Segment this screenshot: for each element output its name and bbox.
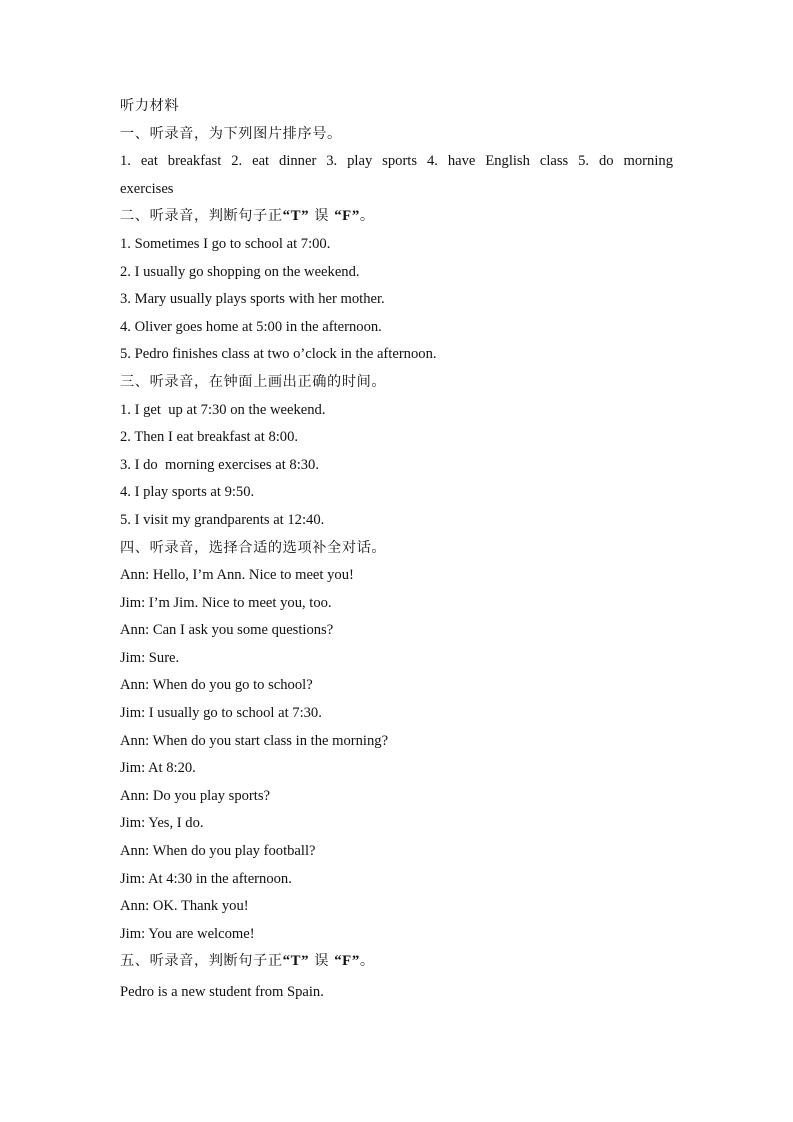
true-marker: “T” [282, 208, 310, 225]
section-5-line: Pedro is a new student from Spain. [120, 984, 324, 1000]
section-4-heading: 四、听录音，选择合适的选项补全对话。 [120, 539, 387, 556]
section-3-line: 3. I do morning exercises at 8:30. [120, 456, 319, 473]
heading-text: 二、听录音，判断句子正 [120, 208, 283, 225]
dialogue-line: Jim: I’m Jim. Nice to meet you, too. [120, 594, 332, 611]
dialogue-line: Jim: Sure. [120, 649, 180, 666]
heading-text: 。 [359, 953, 375, 970]
section-5-heading [120, 948, 673, 976]
section-2-heading [120, 203, 673, 231]
dialogue-line: Jim: You are welcome! [120, 925, 255, 942]
true-marker: “T” [282, 953, 310, 970]
heading-text: 误 [314, 208, 330, 225]
dialogue-line: Ann: Do you play sports? [120, 787, 270, 804]
false-marker: “F” [334, 208, 360, 225]
dialogue-line: Jim: I usually go to school at 7:30. [120, 705, 322, 722]
section-3-line: 5. I visit my grandparents at 12:40. [120, 511, 325, 528]
section-3-line: 1. I get up at 7:30 on the weekend. [120, 401, 326, 418]
dialogue-line: Ann: When do you play football? [120, 843, 316, 860]
dialogue-line: Jim: At 8:20. [120, 760, 196, 777]
dialogue-line: Jim: Yes, I do. [120, 815, 204, 832]
document-title: 听力材料 [120, 98, 180, 114]
section-3-line: 2. Then I eat breakfast at 8:00. [120, 429, 299, 446]
dialogue-line: Ann: When do you go to school? [120, 677, 313, 694]
section-3-heading: 三、听录音，在钟面上画出正确的时间。 [120, 373, 387, 390]
dialogue-line: Ann: OK. Thank you! [120, 898, 249, 915]
section-2-line: 1. Sometimes I go to school at 7:00. [120, 235, 331, 252]
dialogue-line: Ann: Can I ask you some questions? [120, 622, 334, 639]
section-1-line: exercises [120, 180, 174, 197]
section-2-line: 4. Oliver goes home at 5:00 in the afternoon. [120, 318, 382, 335]
section-1-line: 1. eat breakfast 2. eat dinner 3. play sports 4. have English class 5. do morning [120, 153, 673, 170]
heading-text: 五、听录音，判断句子正 [120, 953, 283, 970]
dialogue-line: Ann: Hello, I’m Ann. Nice to meet you! [120, 567, 354, 584]
false-marker: “F” [334, 953, 360, 970]
document-page [120, 93, 673, 1007]
section-1-heading: 一、听录音，为下列图片排序号。 [120, 125, 342, 142]
section-2-line: 3. Mary usually plays sports with her mother. [120, 291, 385, 308]
dialogue-line: Jim: At 4:30 in the afternoon. [120, 870, 292, 887]
section-2-line: 2. I usually go shopping on the weekend. [120, 263, 360, 280]
heading-text: 。 [359, 208, 375, 225]
heading-text: 误 [314, 953, 330, 970]
section-3-line: 4. I play sports at 9:50. [120, 484, 255, 501]
dialogue-line: Ann: When do you start class in the morning? [120, 732, 389, 749]
section-2-line: 5. Pedro finishes class at two o’clock in the afternoon. [120, 346, 437, 363]
